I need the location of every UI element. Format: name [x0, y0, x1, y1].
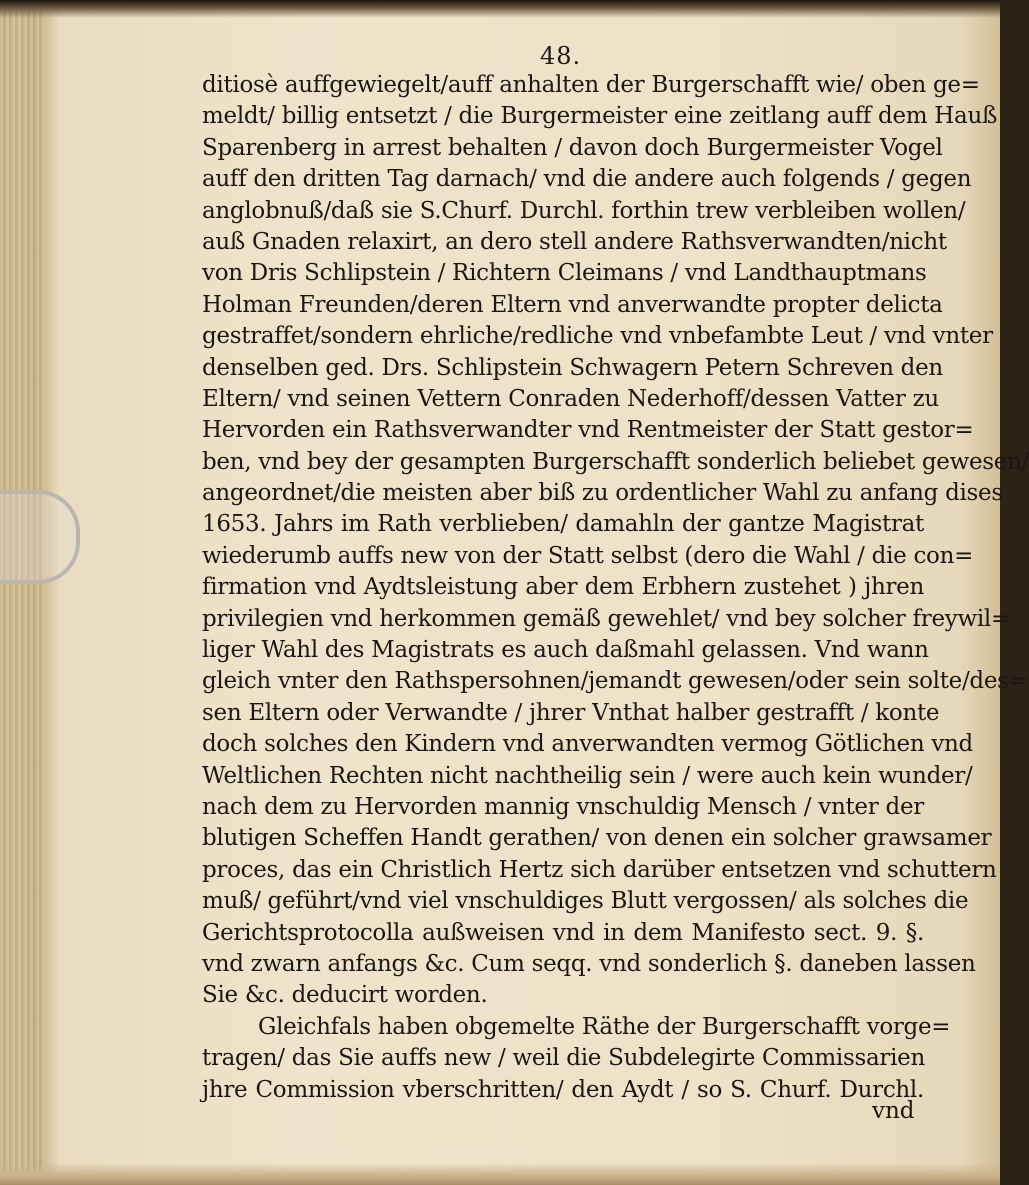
page-number: 48.	[540, 42, 582, 70]
text-line: Eltern/ vnd seinen Vettern Conraden Nederhoff/dessen Vatter zu	[202, 385, 939, 412]
text-line: ditiosè auffgewiegelt/auff anhalten der Burgerschafft wie/ oben ge=	[202, 72, 980, 98]
text-line: auff den dritten Tag darnach/ vnd die andere auch folgends / gegen	[202, 166, 972, 193]
text-line: meldt/ billig entsetzt / die Burgermeister eine zeitlang auff dem Hauß	[202, 103, 998, 130]
page-clip	[0, 490, 80, 584]
text-line: jhre Commission vberschritten/ den Aydt / so S. Churf. Durchl.	[202, 1076, 924, 1103]
text-line: von Dris Schlipstein / Richtern Cleimans / vnd Landthauptmans	[202, 260, 927, 287]
text-line: auß Gnaden relaxirt, an dero stell andere Rathsverwandten/nicht	[202, 228, 947, 255]
text-line: vnd zwarn anfangs &c. Cum seqq. vnd sonderlich §. daneben lassen	[202, 950, 976, 977]
text-line: Gerichtsprotocolla außweisen vnd in dem Manifesto sect. 9. §.	[202, 919, 924, 946]
text-line: sen Eltern oder Verwandte / jhrer Vnthat halber gestrafft / konte	[202, 699, 940, 726]
body-text	[202, 70, 1029, 1106]
text-line: denselben ged. Drs. Schlipstein Schwagern Petern Schreven den	[202, 354, 943, 381]
text-line: nach dem zu Hervorden mannig vnschuldig Mensch / vnter der	[202, 793, 924, 820]
text-line: liger Wahl des Magistrats es auch daßmahl gelassen. Vnd wann	[202, 637, 929, 664]
top-shadow	[0, 0, 1000, 18]
text-line: gestraffet/sondern ehrliche/redliche vnd vnbefambte Leut / vnd vnter	[202, 323, 993, 350]
text-line: Weltlichen Rechten nicht nachtheilig sein / were auch kein wunder/	[202, 762, 973, 789]
text-line: proces, das ein Christlich Hertz sich darüber entsetzen vnd schuttern	[202, 856, 997, 883]
text-line: tragen/ das Sie auffs new / weil die Subdelegirte Commissarien	[202, 1045, 925, 1072]
paragraph-start-line: Gleichfals haben obgemelte Räthe der Burgerschafft vorge=	[258, 1013, 951, 1040]
text-line: doch solches den Kindern vnd anverwandten vermog Götlichen vnd	[202, 731, 973, 758]
text-line: privilegien vnd herkommen gemäß gewehlet/ vnd bey solcher freywil=	[202, 605, 1010, 632]
catchword: vnd	[872, 1098, 915, 1124]
text-line: muß/ geführt/vnd viel vnschuldiges Blutt vergossen/ als solches die	[202, 888, 969, 915]
text-line: 1653. Jahrs im Rath verblieben/ damahln der gantze Magistrat	[202, 511, 924, 538]
text-line: anglobnuß/daß sie S.Churf. Durchl. forthin trew verbleiben wollen/	[202, 197, 966, 224]
text-line: Hervorden ein Rathsverwandter vnd Rentmeister der Statt gestor=	[202, 417, 974, 444]
bottom-page-edge	[0, 1163, 1000, 1185]
text-line: firmation vnd Aydtsleistung aber dem Erbhern zustehet ) jhren	[202, 574, 924, 601]
text-line: angeordnet/die meisten aber biß zu ordentlicher Wahl zu anfang dises	[202, 480, 1003, 507]
text-line: Sie &c. deducirt worden.	[202, 982, 488, 1009]
text-line: blutigen Scheffen Handt gerathen/ von denen ein solcher grawsamer	[202, 825, 992, 852]
text-line: Holman Freunden/deren Eltern vnd anverwandte propter delicta	[202, 291, 943, 318]
text-line: gleich vnter den Rathspersohnen/jemandt gewesen/oder sein solte/des=	[202, 668, 1028, 695]
text-line: Sparenberg in arrest behalten / davon doch Burgermeister Vogel	[202, 134, 943, 161]
page-stack-edge	[0, 0, 44, 1185]
text-line: wiederumb auffs new von der Statt selbst (dero die Wahl / die con=	[202, 542, 974, 569]
text-line: ben, vnd bey der gesampten Burgerschafft sonderlich beliebet gewesen/	[202, 448, 1029, 475]
